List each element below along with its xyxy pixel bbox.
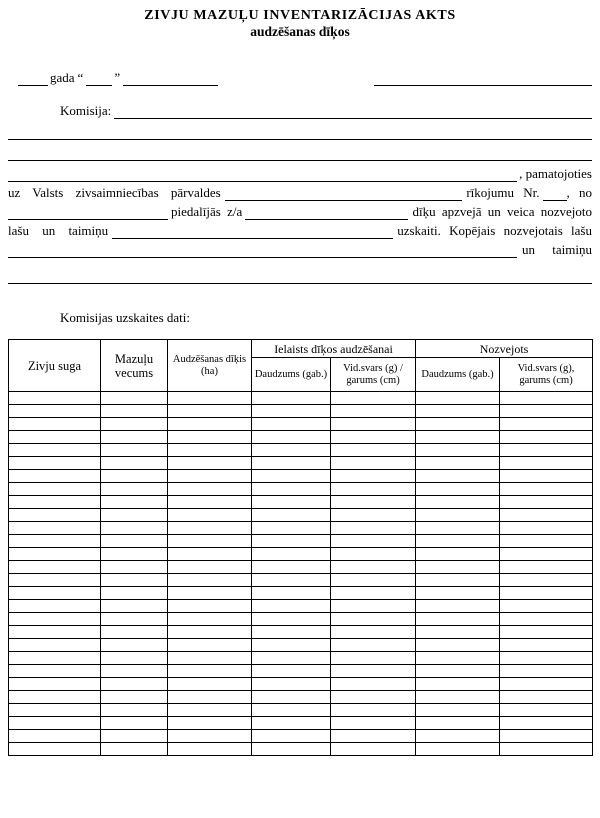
table-cell — [168, 678, 252, 691]
table-cell — [101, 496, 168, 509]
table-cell — [168, 470, 252, 483]
table-cell — [9, 730, 101, 743]
table-cell — [500, 574, 593, 587]
table-cell — [416, 717, 500, 730]
table-cell — [331, 652, 416, 665]
table-cell — [168, 652, 252, 665]
table-cell — [168, 704, 252, 717]
table-cell — [416, 600, 500, 613]
table-cell — [9, 704, 101, 717]
table-cell — [9, 691, 101, 704]
table-cell — [101, 691, 168, 704]
table-cell — [416, 548, 500, 561]
table-cell — [168, 483, 252, 496]
komisija-label: Komisija: — [60, 103, 112, 118]
table-cell — [9, 522, 101, 535]
table-cell — [331, 600, 416, 613]
table-cell — [416, 509, 500, 522]
table-cell — [101, 535, 168, 548]
table-cell — [252, 574, 331, 587]
table-cell — [331, 743, 416, 756]
table-cell — [416, 652, 500, 665]
table-cell — [252, 457, 331, 470]
table-cell — [416, 665, 500, 678]
table-cell — [9, 457, 101, 470]
table-cell — [331, 639, 416, 652]
table-cell — [500, 678, 593, 691]
table-cell — [101, 392, 168, 405]
table-cell — [168, 561, 252, 574]
table-cell — [168, 457, 252, 470]
table-cell — [331, 704, 416, 717]
table-cell — [252, 548, 331, 561]
close-quote: ” — [114, 70, 121, 85]
table-cell — [500, 639, 593, 652]
table-cell — [101, 717, 168, 730]
table-cell — [252, 431, 331, 444]
table-cell — [500, 743, 593, 756]
document-title: ZIVJU MAZUĻU INVENTARIZĀCIJAS AKTS — [144, 8, 456, 23]
paragraph-line-3 — [8, 201, 592, 220]
table-cell — [252, 704, 331, 717]
table-cell — [9, 587, 101, 600]
table-cell — [500, 691, 593, 704]
table-cell — [9, 639, 101, 652]
table-cell — [101, 548, 168, 561]
table-cell — [416, 496, 500, 509]
table-row — [9, 613, 593, 626]
table-cell — [252, 418, 331, 431]
table-cell — [101, 405, 168, 418]
fill-blank — [8, 216, 168, 220]
header-daudzums-nozvejots: Daudzums (gab.) — [416, 358, 500, 392]
table-cell — [416, 444, 500, 457]
table-row — [9, 431, 593, 444]
date-line — [18, 67, 592, 86]
table-cell — [252, 717, 331, 730]
table-cell — [252, 743, 331, 756]
table-cell — [168, 431, 252, 444]
table-cell — [101, 678, 168, 691]
document-subtitle: audzēšanas dīķos — [250, 24, 350, 39]
table-cell — [331, 496, 416, 509]
table-cell — [101, 626, 168, 639]
table-cell — [500, 457, 593, 470]
fill-blank — [112, 235, 393, 239]
table-cell — [331, 613, 416, 626]
table-cell — [252, 626, 331, 639]
fill-blank — [8, 280, 592, 284]
table-cell — [9, 548, 101, 561]
table-row — [9, 496, 593, 509]
inventory-table — [8, 339, 593, 756]
table-cell — [168, 392, 252, 405]
table-cell — [331, 509, 416, 522]
table-cell — [331, 730, 416, 743]
header-audzesanas-dikis: Audzēšanas dīķis (ha) — [168, 340, 252, 392]
paragraph-line-4 — [8, 220, 592, 239]
table-cell — [331, 457, 416, 470]
table-cell — [500, 600, 593, 613]
table-cell — [500, 509, 593, 522]
fill-blank — [245, 216, 407, 220]
lasu-text: lašu un taimiņu — [8, 223, 109, 238]
table-row — [9, 665, 593, 678]
table-cell — [500, 548, 593, 561]
paragraph-line-5 — [8, 239, 592, 258]
table-row — [9, 626, 593, 639]
table-cell — [9, 470, 101, 483]
blank-line-2 — [8, 142, 592, 161]
table-cell — [416, 704, 500, 717]
place-blank — [374, 82, 592, 86]
header-vidsvars-nozvejots: Vid.svars (g), garums (cm) — [500, 358, 593, 392]
table-cell — [331, 574, 416, 587]
table-cell — [168, 665, 252, 678]
table-cell — [252, 587, 331, 600]
header-vidsvars-ielaists: Vid.svars (g) / garums (cm) — [331, 358, 416, 392]
table-cell — [9, 418, 101, 431]
table-cell — [252, 600, 331, 613]
table-cell — [168, 509, 252, 522]
table-cell — [500, 587, 593, 600]
table-cell — [500, 561, 593, 574]
table-cell — [168, 613, 252, 626]
paragraph-line-2 — [8, 182, 592, 201]
table-cell — [416, 743, 500, 756]
table-cell — [416, 392, 500, 405]
table-cell — [168, 639, 252, 652]
table-cell — [252, 561, 331, 574]
table-cell — [416, 626, 500, 639]
table-cell — [252, 509, 331, 522]
table-row — [9, 587, 593, 600]
table-cell — [500, 392, 593, 405]
nr-blank — [543, 197, 567, 201]
table-cell — [252, 496, 331, 509]
table-cell — [101, 587, 168, 600]
table-row — [9, 561, 593, 574]
table-row — [9, 483, 593, 496]
table-cell — [500, 535, 593, 548]
table-cell — [252, 691, 331, 704]
table-cell — [101, 574, 168, 587]
table-cell — [9, 678, 101, 691]
table-cell — [331, 678, 416, 691]
table-cell — [9, 743, 101, 756]
table-cell — [252, 522, 331, 535]
table-row — [9, 457, 593, 470]
table-cell — [500, 626, 593, 639]
table-cell — [9, 626, 101, 639]
header-daudzums-ielaists: Daudzums (gab.) — [252, 358, 331, 392]
table-cell — [416, 431, 500, 444]
table-cell — [500, 717, 593, 730]
table-cell — [9, 613, 101, 626]
header-group-ielaists: Ielaists dīķos audzēšanai — [252, 340, 416, 358]
table-cell — [331, 548, 416, 561]
table-row — [9, 600, 593, 613]
header-mazulu-vecums: Mazuļu vecums — [101, 340, 168, 392]
table-cell — [9, 392, 101, 405]
table-cell — [252, 730, 331, 743]
table-cell — [168, 730, 252, 743]
table-cell — [168, 587, 252, 600]
table-cell — [101, 470, 168, 483]
table-cell — [101, 613, 168, 626]
table-row — [9, 444, 593, 457]
table-row — [9, 535, 593, 548]
day-blank — [86, 82, 112, 86]
table-cell — [331, 470, 416, 483]
table-row — [9, 652, 593, 665]
table-cell — [101, 665, 168, 678]
table-cell — [252, 665, 331, 678]
month-blank — [123, 82, 218, 86]
table-cell — [101, 561, 168, 574]
piedalijas-text: piedalījās z/a — [171, 204, 243, 219]
table-cell — [101, 483, 168, 496]
gada-label: gada — [50, 70, 75, 85]
table-cell — [331, 717, 416, 730]
table-cell — [416, 574, 500, 587]
table-cell — [101, 509, 168, 522]
table-cell — [252, 652, 331, 665]
table-cell — [101, 522, 168, 535]
table-cell — [500, 704, 593, 717]
blank-line-1 — [8, 121, 592, 140]
writing-blank — [8, 136, 592, 140]
table-cell — [9, 483, 101, 496]
rikojumu-text: rīkojumu Nr. — [466, 185, 540, 200]
paragraph-line-1 — [8, 163, 592, 182]
table-cell — [500, 652, 593, 665]
table-header-row-1 — [9, 340, 593, 358]
table-cell — [500, 405, 593, 418]
table-cell — [9, 561, 101, 574]
table-cell — [101, 639, 168, 652]
fill-blank — [225, 197, 463, 201]
table-cell — [168, 717, 252, 730]
table-cell — [9, 444, 101, 457]
table-row — [9, 717, 593, 730]
table-cell — [168, 405, 252, 418]
table-row — [9, 704, 593, 717]
table-cell — [416, 535, 500, 548]
table-cell — [500, 496, 593, 509]
table-cell — [500, 730, 593, 743]
table-cell — [331, 418, 416, 431]
table-cell — [168, 574, 252, 587]
table-row — [9, 678, 593, 691]
fill-blank — [8, 254, 517, 258]
table-cell — [101, 457, 168, 470]
table-cell — [168, 496, 252, 509]
table-cell — [331, 392, 416, 405]
table-cell — [416, 613, 500, 626]
writing-blank — [8, 157, 592, 161]
table-row — [9, 470, 593, 483]
table-cell — [168, 600, 252, 613]
table-cell — [416, 587, 500, 600]
un-taiminu-text: un taimiņu — [522, 242, 592, 257]
table-cell — [168, 535, 252, 548]
table-row — [9, 548, 593, 561]
table-row — [9, 509, 593, 522]
table-cell — [416, 639, 500, 652]
no-text: , no — [566, 185, 592, 200]
table-row — [9, 418, 593, 431]
table-cell — [331, 587, 416, 600]
table-cell — [252, 535, 331, 548]
uzskaiti-text: uzskaiti. Kopējais nozvejotais lašu — [397, 223, 592, 238]
diku-apzveja-text: dīķu apzvejā un veica nozvejoto — [412, 204, 592, 219]
table-cell — [500, 483, 593, 496]
komisija-line — [8, 100, 592, 119]
table-row — [9, 730, 593, 743]
fill-blank — [8, 178, 517, 182]
table-cell — [101, 418, 168, 431]
table-cell — [252, 405, 331, 418]
table-cell — [101, 444, 168, 457]
table-cell — [101, 652, 168, 665]
table-cell — [252, 613, 331, 626]
table-row — [9, 392, 593, 405]
table-cell — [416, 457, 500, 470]
table-cell — [500, 522, 593, 535]
table-cell — [331, 405, 416, 418]
pamatojoties-text: , pamatojoties — [519, 166, 592, 181]
table-cell — [500, 418, 593, 431]
header-zivju-suga: Zivju suga — [9, 340, 101, 392]
table-cell — [500, 613, 593, 626]
table-cell — [9, 431, 101, 444]
table-cell — [9, 574, 101, 587]
table-cell — [9, 509, 101, 522]
table-cell — [331, 483, 416, 496]
table-cell — [416, 470, 500, 483]
table-cell — [9, 496, 101, 509]
table-cell — [331, 561, 416, 574]
table-cell — [252, 470, 331, 483]
table-cell — [331, 626, 416, 639]
table-cell — [168, 743, 252, 756]
table-cell — [101, 704, 168, 717]
table-cell — [9, 665, 101, 678]
table-cell — [9, 600, 101, 613]
table-cell — [9, 535, 101, 548]
table-cell — [416, 561, 500, 574]
table-row — [9, 691, 593, 704]
table-row — [9, 574, 593, 587]
table-cell — [252, 392, 331, 405]
table-cell — [500, 444, 593, 457]
table-cell — [101, 600, 168, 613]
table-cell — [168, 444, 252, 457]
open-quote: “ — [77, 70, 84, 85]
header-group-nozvejots: Nozvejots — [416, 340, 593, 358]
table-cell — [168, 691, 252, 704]
year-blank — [18, 82, 48, 86]
table-cell — [331, 431, 416, 444]
uz-valsts-text: uz Valsts zivsaimniecības pārvaldes — [8, 185, 221, 200]
table-cell — [500, 665, 593, 678]
table-cell — [101, 743, 168, 756]
table-row — [9, 405, 593, 418]
table-cell — [416, 405, 500, 418]
table-cell — [101, 730, 168, 743]
table-cell — [416, 678, 500, 691]
table-row — [9, 639, 593, 652]
table-cell — [252, 444, 331, 457]
table-cell — [9, 717, 101, 730]
table-cell — [500, 431, 593, 444]
table-cell — [252, 678, 331, 691]
table-cell — [168, 626, 252, 639]
table-cell — [252, 639, 331, 652]
table-header — [9, 340, 593, 392]
table-cell — [9, 405, 101, 418]
table-cell — [168, 548, 252, 561]
table-body — [9, 392, 593, 756]
table-cell — [101, 431, 168, 444]
table-cell — [331, 535, 416, 548]
table-cell — [331, 665, 416, 678]
komisija-blank — [114, 115, 592, 119]
table-caption: Komisijas uzskaites dati: — [60, 310, 190, 325]
table-cell — [331, 691, 416, 704]
table-cell — [416, 483, 500, 496]
table-cell — [331, 444, 416, 457]
table-cell — [331, 522, 416, 535]
table-row — [9, 743, 593, 756]
table-cell — [416, 522, 500, 535]
paragraph-line-6 — [8, 265, 592, 284]
table-cell — [500, 470, 593, 483]
table-cell — [168, 522, 252, 535]
table-cell — [168, 418, 252, 431]
table-cell — [9, 652, 101, 665]
table-cell — [252, 483, 331, 496]
table-cell — [416, 418, 500, 431]
table-cell — [416, 730, 500, 743]
table-row — [9, 522, 593, 535]
table-cell — [416, 691, 500, 704]
